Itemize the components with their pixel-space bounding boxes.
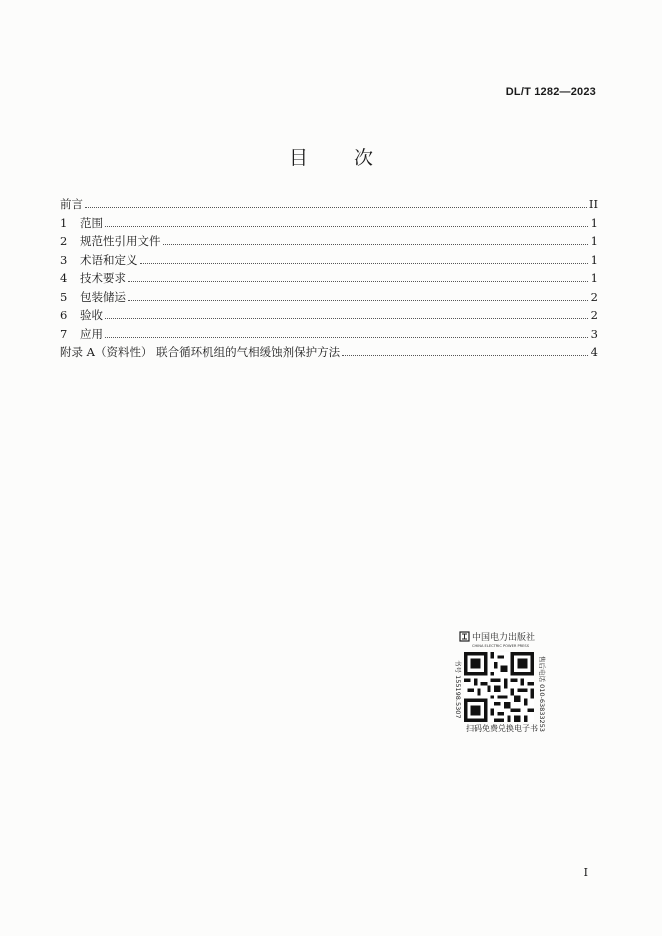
toc-leader-dots [163,243,589,245]
toc-entry-technical-requirements[interactable] [60,270,598,289]
toc-leader-dots [140,262,589,264]
toc-entry-label: 术语和定义 [80,252,138,267]
toc-entry-label: 前言 [60,197,83,211]
standard-number: DL/T 1282—2023 [505,86,596,98]
qr-sticker [452,630,548,750]
toc-entry-application[interactable] [60,326,598,345]
toc-leader-dots [128,299,588,301]
toc-entry-terms-definitions[interactable] [60,252,598,271]
toc-entry-number: 3 [60,252,68,267]
toc-entry-number: 4 [60,271,68,285]
qr-code-icon[interactable] [464,652,534,722]
toc-entry-label: 验收 [80,308,103,322]
toc-entry-number: 6 [60,308,68,322]
table-of-contents [60,196,598,363]
toc-entry-number: 7 [60,326,68,341]
publisher-name-en: CHINA ELECTRIC POWER PRESS [472,644,529,648]
toc-entry-page: II [588,197,598,211]
toc-entry-number: 5 [60,289,68,304]
toc-entry-page: 1 [590,215,598,230]
toc-entry-number: 2 [60,234,68,248]
service-phone: 售后电话 010-63833253 [538,656,546,732]
toc-entry-label: 规范性引用文件 [80,234,161,248]
toc-entry-acceptance[interactable] [60,307,598,326]
toc-entry-page: 1 [590,271,598,285]
toc-entry-appendix-a[interactable] [60,344,598,363]
toc-leader-dots [128,280,588,282]
toc-entry-label: 应用 [80,326,103,341]
book-number: 书号 155198.5307 [454,660,462,719]
toc-entry-foreword[interactable] [60,196,598,215]
toc-entry-page: 3 [590,326,598,341]
toc-leader-dots [105,225,588,227]
service-phone-vertical-text [536,654,550,732]
toc-leader-dots [85,206,587,208]
toc-entry-label: 范围 [80,215,103,230]
qr-caption: 扫码免费兑换电子书 [466,724,538,733]
toc-entry-label: 技术要求 [80,271,126,285]
toc-entry-scope[interactable] [60,215,598,234]
toc-leader-dots [105,317,588,319]
toc-entry-label: 包装储运 [80,289,126,304]
toc-entry-packaging-storage[interactable] [60,289,598,308]
isbn-vertical-text [446,656,460,726]
toc-leader-dots [105,336,588,338]
toc-entry-normative-references[interactable] [60,233,598,252]
toc-entry-number: 1 [60,215,68,230]
toc-title: 目次 [288,147,419,169]
page-number: I [583,866,588,879]
toc-entry-page: 1 [590,252,598,267]
toc-entry-page: 1 [590,234,598,248]
toc-entry-page: 4 [590,345,598,359]
toc-leader-dots [342,354,588,356]
toc-entry-page: 2 [590,289,598,304]
publisher-logo [458,630,548,652]
publisher-name: 中国电力出版社 [472,633,536,643]
toc-entry-label: 附录 A（资料性） 联合循环机组的气相缓蚀剂保护方法 [60,345,341,359]
toc-entry-page: 2 [590,308,598,322]
